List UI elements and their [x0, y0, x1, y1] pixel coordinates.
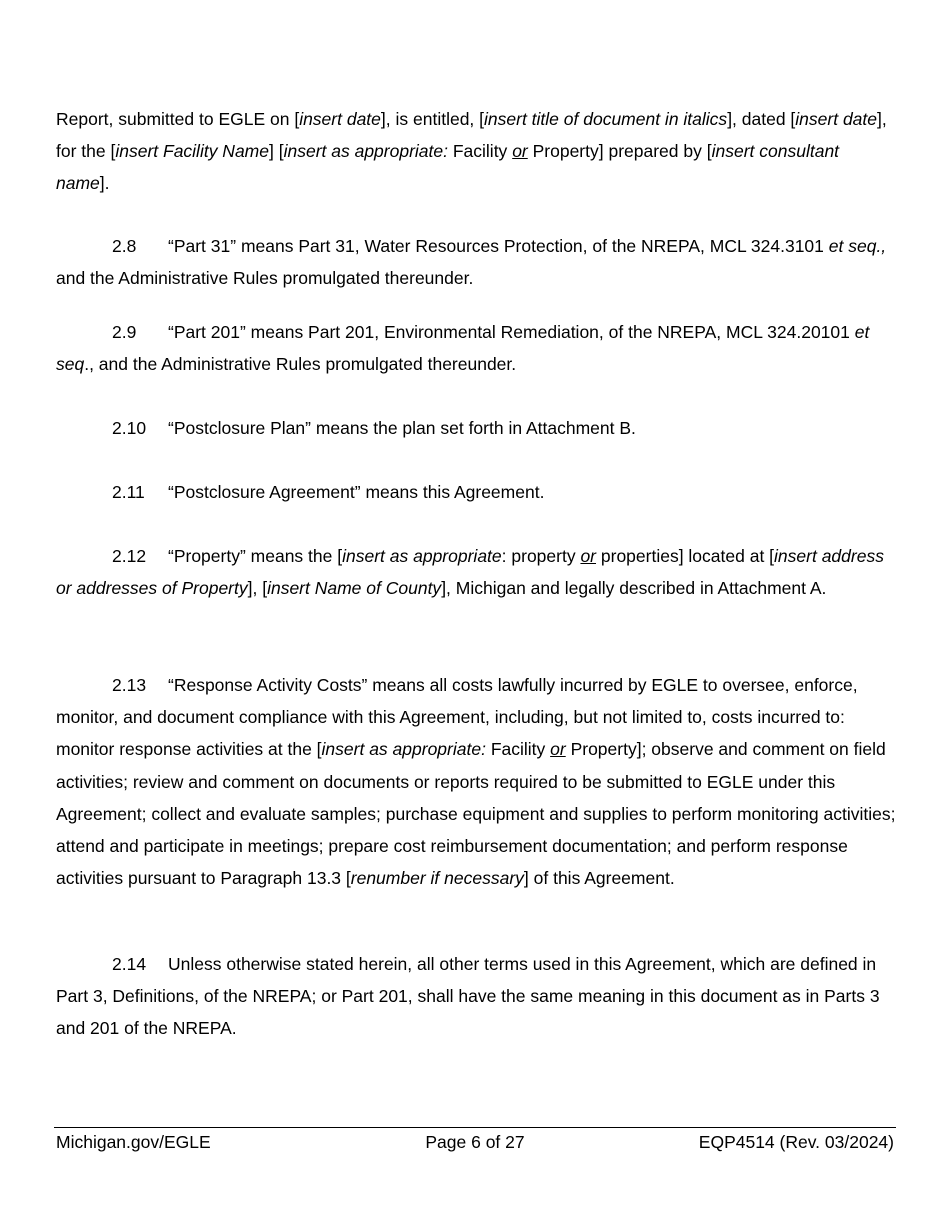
footer-page-number: Page 6 of 27 [425, 1132, 525, 1152]
paragraph-2-8: 2.8 “Part 31” means Part 31, Water Resources Protection, of the NREPA, MCL 324.3101 et seq., and the Administrative Rules promulgated thereunder. [56, 230, 896, 294]
footer-website-link[interactable]: Michigan.gov/EGLE [56, 1132, 211, 1152]
footer-form-number: EQP4514 (Rev. 03/2024) [698, 1132, 894, 1152]
paragraph-2-11: 2.11 “Postclosure Agreement” means this Agreement. [56, 476, 896, 508]
paragraph-2-14: 2.14 Unless otherwise stated herein, all other terms used in this Agreement, which are defined in Part 3, Definitions, of the NREPA; or Part 201, shall have the same meaning in this document as in Parts 3 and 201 of the NREPA. [56, 948, 896, 1045]
paragraph-number: 2.13 [112, 675, 147, 695]
paragraph-number: 2.14 [112, 954, 147, 974]
paragraph-number: 2.12 [112, 546, 147, 566]
paragraph-2-13: 2.13 “Response Activity Costs” means all costs lawfully incurred by EGLE to oversee, enforce, monitor, and document compliance with this Agreement, including, but not limited to, costs incurred to: monitor response activities at the [insert as appropriate: Facility or Property]; observe and comment on field activities; review and comment on documents or reports required to be submitted to EGLE under this Agreement; collect and evaluate samples; purchase equipment and supplies to perform monitoring activities; attend and participate in meetings; prepare cost reimbursement documentation; and perform response activities pursuant to Paragraph 13.3 [renumber if necessary] of this Agreement. [56, 669, 896, 894]
paragraph-2-9: 2.9 “Part 201” means Part 201, Environmental Remediation, of the NREPA, MCL 324.20101 et seq., and the Administrative Rules promulgated thereunder. [56, 316, 896, 380]
intro-paragraph: Report, submitted to EGLE on [insert date], is entitled, [insert title of document in italics], dated [insert date], for the [insert Facility Name] [insert as appropriate: Facility or Property] prepared by [insert consultant name]. [56, 109, 887, 194]
paragraph-number: 2.10 [112, 418, 147, 438]
paragraph-number: 2.8 [112, 236, 137, 256]
paragraph-2-12: 2.12 “Property” means the [insert as appropriate: property or properties] located at [insert address or addresses of Property], [insert Name of County], Michigan and legally described in Attachment A. [56, 540, 896, 604]
paragraph-number: 2.11 [112, 482, 145, 502]
paragraph-number: 2.9 [112, 322, 137, 342]
page-footer [54, 1127, 896, 1152]
paragraph-2-10: 2.10 “Postclosure Plan” means the plan set forth in Attachment B. [56, 412, 896, 444]
